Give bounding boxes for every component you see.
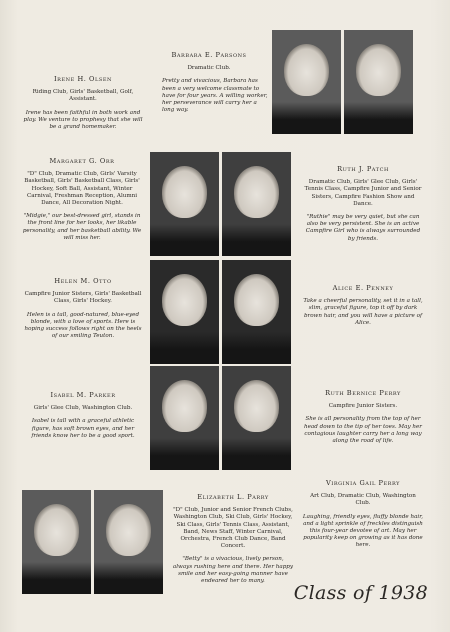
student-photo [272,30,341,134]
student-quote: Irene has been faithful in both work and play. We venture to prophesy that she will be a grand homemaker. [23,109,143,131]
student-quote: Isabel is tall with a graceful athletic figure, has soft brown eyes, and her friends know her to be a good sport. [31,418,135,439]
student-activities: Campfire Junior Sisters, Girls' Basketball Class, Girls' Hockey. [24,291,142,305]
student-entry-penney [302,285,424,327]
student-quote: "Midgie," our best-dressed girl, stands in the front line for her looks, her likable personality, and her basketball ability. We will miss her. [22,213,142,241]
student-photo [222,260,291,364]
student-activities: Girls' Glee Club, Washington Club. [33,405,133,412]
student-name: Elizabeth L. Parry [197,493,269,501]
student-quote: Laughing, friendly eyes, fluffy blonde hair, and a light sprinkle of freckles distinguish this four-year devotee of art. May her popularity keep on growing as it has done here. [302,513,424,549]
student-entry-parry [172,494,294,585]
student-photo [344,30,413,134]
student-quote: "Betty" is a vivacious, lively person, always rushing here and there. Her happy smile and her easy-going manner have endeared her to many. [172,556,294,585]
student-name: Virginia Gail Perry [325,479,400,487]
student-entry-patch [302,166,424,243]
student-entry-otto [22,278,144,340]
photo-pair-row4 [150,366,291,470]
photo-pair-row3 [150,260,291,364]
student-activities: Riding Club, Girls' Basketball, Golf, Assistant. [32,89,134,103]
student-entry-r-perry [302,390,424,445]
student-photo [22,490,91,594]
student-name: Ruth J. Patch [337,165,389,173]
student-quote: "Ruthie" may be very quiet, but she can also be very persistent. She is an active Campfire Girl who is always surrounded by friends. [305,214,421,242]
student-activities: "D" Club, Dramatic Club, Girls' Varsity Basketball, Girls' Basketball Class, Girls' Hockey, Soft Ball, Assistant, Winter Carnival, Freshman Reception, Alumni Dance, All Decoration Night. [24,171,140,207]
student-activities: "D" Club, Junior and Senior French Clubs, Washington Club, Ski Club, Girls' Hockey, Ski Class, Girls' Tennis Class, Assistant, Band, News Staff, Winter Carnival, Orchestra, French Club Dance, Band Concert. [173,507,293,550]
student-quote: Take a cheerful personality, set it in a tall, slim, graceful figure, top it off by dark brown hair, and you will have a picture of Alice. [303,298,423,326]
student-entry-orr [20,158,144,242]
photo-pair-bottom [22,490,163,594]
student-photo [150,366,219,470]
student-photo [222,152,291,256]
student-name: Helen M. Otto [54,277,112,285]
student-activities: Art Club, Dramatic Club, Washington Club. [310,493,416,507]
student-name: Barbara E. Parsons [171,51,247,59]
student-name: Ruth Bernice Perry [325,389,401,397]
student-quote: Helen is a tall, good-natured, blue-eyed blonde, with a love of sports. Here is hoping success follows right on the heels of our smiling Teuton. [24,311,142,340]
student-entry-v-perry [302,480,424,550]
class-year-title: Class of 1938 [293,582,428,604]
student-photo [150,260,219,364]
student-quote: Pretty and vivacious, Barbara has been a very welcome classmate to have for four years. A willing worker, her perseverance will carry her a long way. [162,78,268,114]
student-activities: Dramatic Club, Girls' Glee Club, Girls' Tennis Class, Campfire Junior and Senior Sisters, Campfire Fashion Show and Dance. [304,179,422,207]
student-photo [150,152,219,256]
photo-pair-row2 [150,152,291,256]
student-name: Irene H. Olsen [54,75,112,83]
photo-pair-top [272,30,413,134]
student-activities: Campfire Junior Sisters. [328,403,398,410]
student-entry-parsons [150,52,268,114]
student-name: Alice E. Penney [332,284,394,292]
student-name: Margaret G. Orr [49,157,115,165]
student-name: Isabel M. Parker [50,391,116,399]
student-photo [222,366,291,470]
student-entry-parker [22,392,144,440]
student-quote: She is all personality from the top of her head down to the tip of her toes. May her contagious laughter carry her a long way along the road of life. [304,416,422,445]
student-entry-olsen [22,76,144,131]
student-activities: Dramatic Club. [187,65,231,72]
student-photo [94,490,163,594]
